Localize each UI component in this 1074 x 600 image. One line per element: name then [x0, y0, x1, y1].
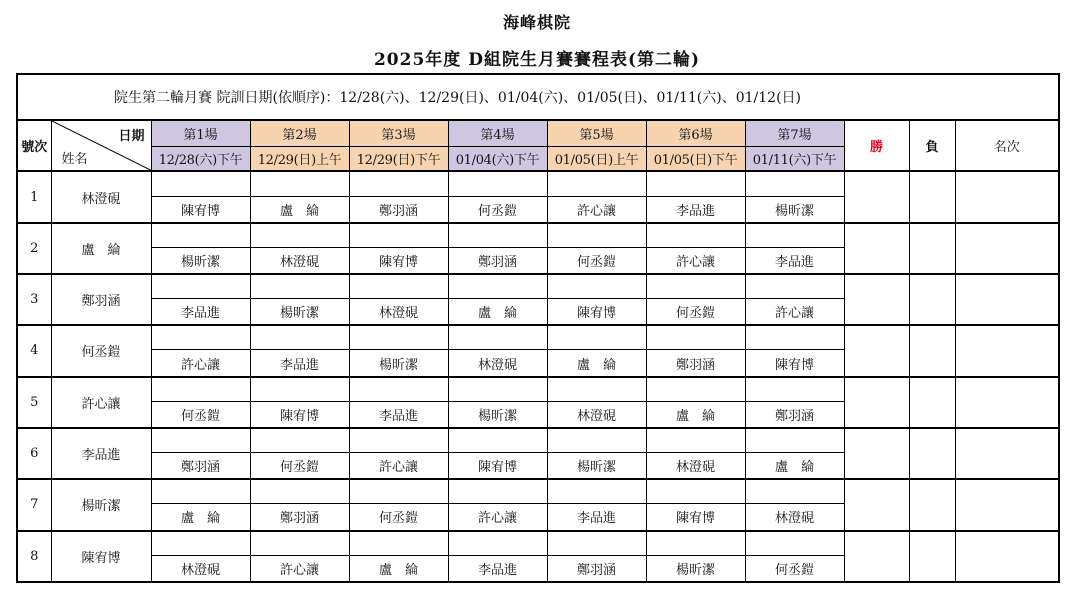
number-header: 號次: [17, 120, 51, 171]
opponent-cell: 鄭羽涵: [745, 401, 844, 428]
opponent-cell: 陳宥博: [448, 453, 547, 480]
result-cell: [151, 479, 250, 504]
result-cell: [745, 171, 844, 196]
round-date: 01/05(日)下午: [646, 147, 745, 172]
result-cell: [745, 377, 844, 402]
opponent-cell: 林澄硯: [547, 401, 646, 428]
result-cell: [448, 223, 547, 248]
result-cell: [250, 377, 349, 402]
rank-cell: [955, 223, 1059, 274]
player-row: [17, 479, 1059, 504]
opponent-cell: 許心讓: [151, 350, 250, 377]
opponent-cell: 盧 綸: [646, 401, 745, 428]
player-number: 8: [17, 531, 51, 582]
result-cell: [448, 428, 547, 453]
training-dates-line: 院生第二輪月賽 院訓日期(依順序)：12/28(六)、12/29(日)、01/04(六)、01/05(日)、01/11(六)、01/12(日): [17, 74, 1059, 120]
opponent-cell: 許心讓: [745, 299, 844, 326]
result-cell: [151, 428, 250, 453]
loss-cell: [909, 223, 955, 274]
result-cell: [151, 223, 250, 248]
win-cell: [844, 171, 909, 222]
opponent-cell: 李品進: [349, 401, 448, 428]
result-cell: [646, 479, 745, 504]
result-cell: [250, 531, 349, 556]
result-cell: [349, 531, 448, 556]
result-cell: [250, 325, 349, 350]
player-number: 7: [17, 479, 51, 530]
opponent-cell: 林澄硯: [151, 555, 250, 582]
opponent-cell: 李品進: [151, 299, 250, 326]
result-cell: [547, 223, 646, 248]
opponent-cell: 何丞鎧: [349, 504, 448, 531]
result-cell: [448, 377, 547, 402]
opponent-cell: 林澄硯: [250, 247, 349, 274]
opponent-cell: 楊昕潔: [349, 350, 448, 377]
player-name: 李品進: [51, 428, 151, 479]
player-name: 鄭羽涵: [51, 274, 151, 325]
result-cell: [250, 171, 349, 196]
rank-cell: [955, 274, 1059, 325]
round-label: 第5場: [547, 120, 646, 147]
loss-cell: [909, 325, 955, 376]
player-number: 3: [17, 274, 51, 325]
round-date: 01/05(日)上午: [547, 147, 646, 172]
player-row: [17, 274, 1059, 299]
result-cell: [151, 531, 250, 556]
opponent-cell: 林澄硯: [349, 299, 448, 326]
opponent-cell: 李品進: [646, 196, 745, 223]
result-cell: [547, 428, 646, 453]
opponent-cell: 楊昕潔: [151, 247, 250, 274]
result-cell: [349, 428, 448, 453]
player-row: [17, 377, 1059, 402]
round-date: 12/29(日)上午: [250, 147, 349, 172]
date-name-corner-header: [51, 120, 151, 171]
round-date: 01/04(六)下午: [448, 147, 547, 172]
opponent-cell: 陳宥博: [547, 299, 646, 326]
player-name: 楊昕潔: [51, 479, 151, 530]
opponent-cell: 陳宥博: [250, 401, 349, 428]
result-cell: [646, 274, 745, 299]
player-name: 何丞鎧: [51, 325, 151, 376]
rank-cell: [955, 377, 1059, 428]
opponent-cell: 陳宥博: [745, 350, 844, 377]
round-date: 01/11(六)下午: [745, 147, 844, 172]
result-cell: [745, 223, 844, 248]
result-cell: [547, 531, 646, 556]
result-cell: [151, 171, 250, 196]
opponent-cell: 楊昕潔: [250, 299, 349, 326]
opponent-cell: 李品進: [745, 247, 844, 274]
opponent-cell: 盧 綸: [151, 504, 250, 531]
result-cell: [646, 223, 745, 248]
player-row: [17, 325, 1059, 350]
win-cell: [844, 531, 909, 582]
opponent-cell: 林澄硯: [745, 504, 844, 531]
school-title: 海峰棋院: [502, 13, 571, 32]
result-cell: [745, 479, 844, 504]
loss-cell: [909, 274, 955, 325]
opponent-cell: 陳宥博: [646, 504, 745, 531]
opponent-cell: 林澄硯: [448, 350, 547, 377]
round-label: 第2場: [250, 120, 349, 147]
opponent-cell: 鄭羽涵: [448, 247, 547, 274]
schedule-table: [16, 73, 1060, 583]
result-cell: [448, 531, 547, 556]
result-cell: [745, 531, 844, 556]
opponent-cell: 許心讓: [250, 555, 349, 582]
opponent-cell: 許心讓: [646, 247, 745, 274]
win-cell: [844, 325, 909, 376]
player-name: 盧 綸: [51, 223, 151, 274]
opponent-cell: 鄭羽涵: [646, 350, 745, 377]
result-cell: [250, 274, 349, 299]
opponent-cell: 李品進: [547, 504, 646, 531]
opponent-cell: 何丞鎧: [646, 299, 745, 326]
rank-cell: [955, 479, 1059, 530]
loss-cell: [909, 531, 955, 582]
result-cell: [448, 171, 547, 196]
opponent-cell: 許心讓: [547, 196, 646, 223]
loss-cell: [909, 428, 955, 479]
result-cell: [547, 325, 646, 350]
name-header: 姓名: [61, 152, 88, 168]
opponent-cell: 鄭羽涵: [349, 196, 448, 223]
result-cell: [448, 325, 547, 350]
result-cell: [745, 428, 844, 453]
loss-cell: [909, 171, 955, 222]
player-row: [17, 428, 1059, 453]
rank-cell: [955, 531, 1059, 582]
result-cell: [646, 325, 745, 350]
win-cell: [844, 479, 909, 530]
opponent-cell: 許心讓: [349, 453, 448, 480]
rank-cell: [955, 428, 1059, 479]
result-cell: [151, 325, 250, 350]
opponent-cell: 楊昕潔: [448, 401, 547, 428]
player-row: [17, 223, 1059, 248]
player-name: 林澄硯: [51, 171, 151, 222]
loss-header: 負: [909, 120, 955, 171]
result-cell: [151, 377, 250, 402]
win-cell: [844, 428, 909, 479]
result-cell: [547, 377, 646, 402]
round-date: 12/28(六)下午: [151, 147, 250, 172]
round-label: 第6場: [646, 120, 745, 147]
opponent-cell: 何丞鎧: [745, 555, 844, 582]
result-cell: [448, 479, 547, 504]
opponent-cell: 盧 綸: [745, 453, 844, 480]
win-cell: [844, 223, 909, 274]
result-cell: [349, 171, 448, 196]
round-label: 第4場: [448, 120, 547, 147]
opponent-cell: 何丞鎧: [250, 453, 349, 480]
player-row: [17, 171, 1059, 196]
opponent-cell: 鄭羽涵: [250, 504, 349, 531]
result-cell: [745, 274, 844, 299]
opponent-cell: 何丞鎧: [448, 196, 547, 223]
rank-cell: [955, 325, 1059, 376]
player-name: 陳宥博: [51, 531, 151, 582]
win-cell: [844, 377, 909, 428]
result-cell: [646, 531, 745, 556]
result-cell: [151, 274, 250, 299]
result-cell: [547, 479, 646, 504]
rank-cell: [955, 171, 1059, 222]
schedule-title: 2025年度 D組院生月賽賽程表(第二輪): [373, 50, 701, 70]
opponent-cell: 楊昕潔: [646, 555, 745, 582]
round-date: 12/29(日)下午: [349, 147, 448, 172]
result-cell: [646, 377, 745, 402]
opponent-cell: 楊昕潔: [547, 453, 646, 480]
player-number: 5: [17, 377, 51, 428]
result-cell: [349, 223, 448, 248]
opponent-cell: 陳宥博: [151, 196, 250, 223]
opponent-cell: 李品進: [448, 555, 547, 582]
opponent-cell: 何丞鎧: [151, 401, 250, 428]
opponent-cell: 何丞鎧: [547, 247, 646, 274]
opponent-cell: 楊昕潔: [745, 196, 844, 223]
date-header: 日期: [118, 129, 145, 145]
round-label: 第3場: [349, 120, 448, 147]
result-cell: [646, 428, 745, 453]
result-cell: [349, 274, 448, 299]
result-cell: [646, 171, 745, 196]
round-label: 第1場: [151, 120, 250, 147]
result-cell: [547, 171, 646, 196]
result-cell: [448, 274, 547, 299]
result-cell: [349, 325, 448, 350]
player-number: 4: [17, 325, 51, 376]
result-cell: [349, 377, 448, 402]
player-number: 1: [17, 171, 51, 222]
player-number: 2: [17, 223, 51, 274]
opponent-cell: 盧 綸: [547, 350, 646, 377]
opponent-cell: 李品進: [250, 350, 349, 377]
win-header: 勝: [844, 120, 909, 171]
opponent-cell: 鄭羽涵: [547, 555, 646, 582]
player-row: [17, 531, 1059, 556]
result-cell: [250, 223, 349, 248]
result-cell: [745, 325, 844, 350]
result-cell: [250, 428, 349, 453]
round-label: 第7場: [745, 120, 844, 147]
result-cell: [349, 479, 448, 504]
result-cell: [547, 274, 646, 299]
player-number: 6: [17, 428, 51, 479]
opponent-cell: 盧 綸: [349, 555, 448, 582]
loss-cell: [909, 479, 955, 530]
opponent-cell: 盧 綸: [250, 196, 349, 223]
opponent-cell: 林澄硯: [646, 453, 745, 480]
opponent-cell: 盧 綸: [448, 299, 547, 326]
result-cell: [250, 479, 349, 504]
rank-header: 名次: [955, 120, 1059, 171]
opponent-cell: 鄭羽涵: [151, 453, 250, 480]
loss-cell: [909, 377, 955, 428]
opponent-cell: 陳宥博: [349, 247, 448, 274]
player-name: 許心讓: [51, 377, 151, 428]
win-cell: [844, 274, 909, 325]
opponent-cell: 許心讓: [448, 504, 547, 531]
